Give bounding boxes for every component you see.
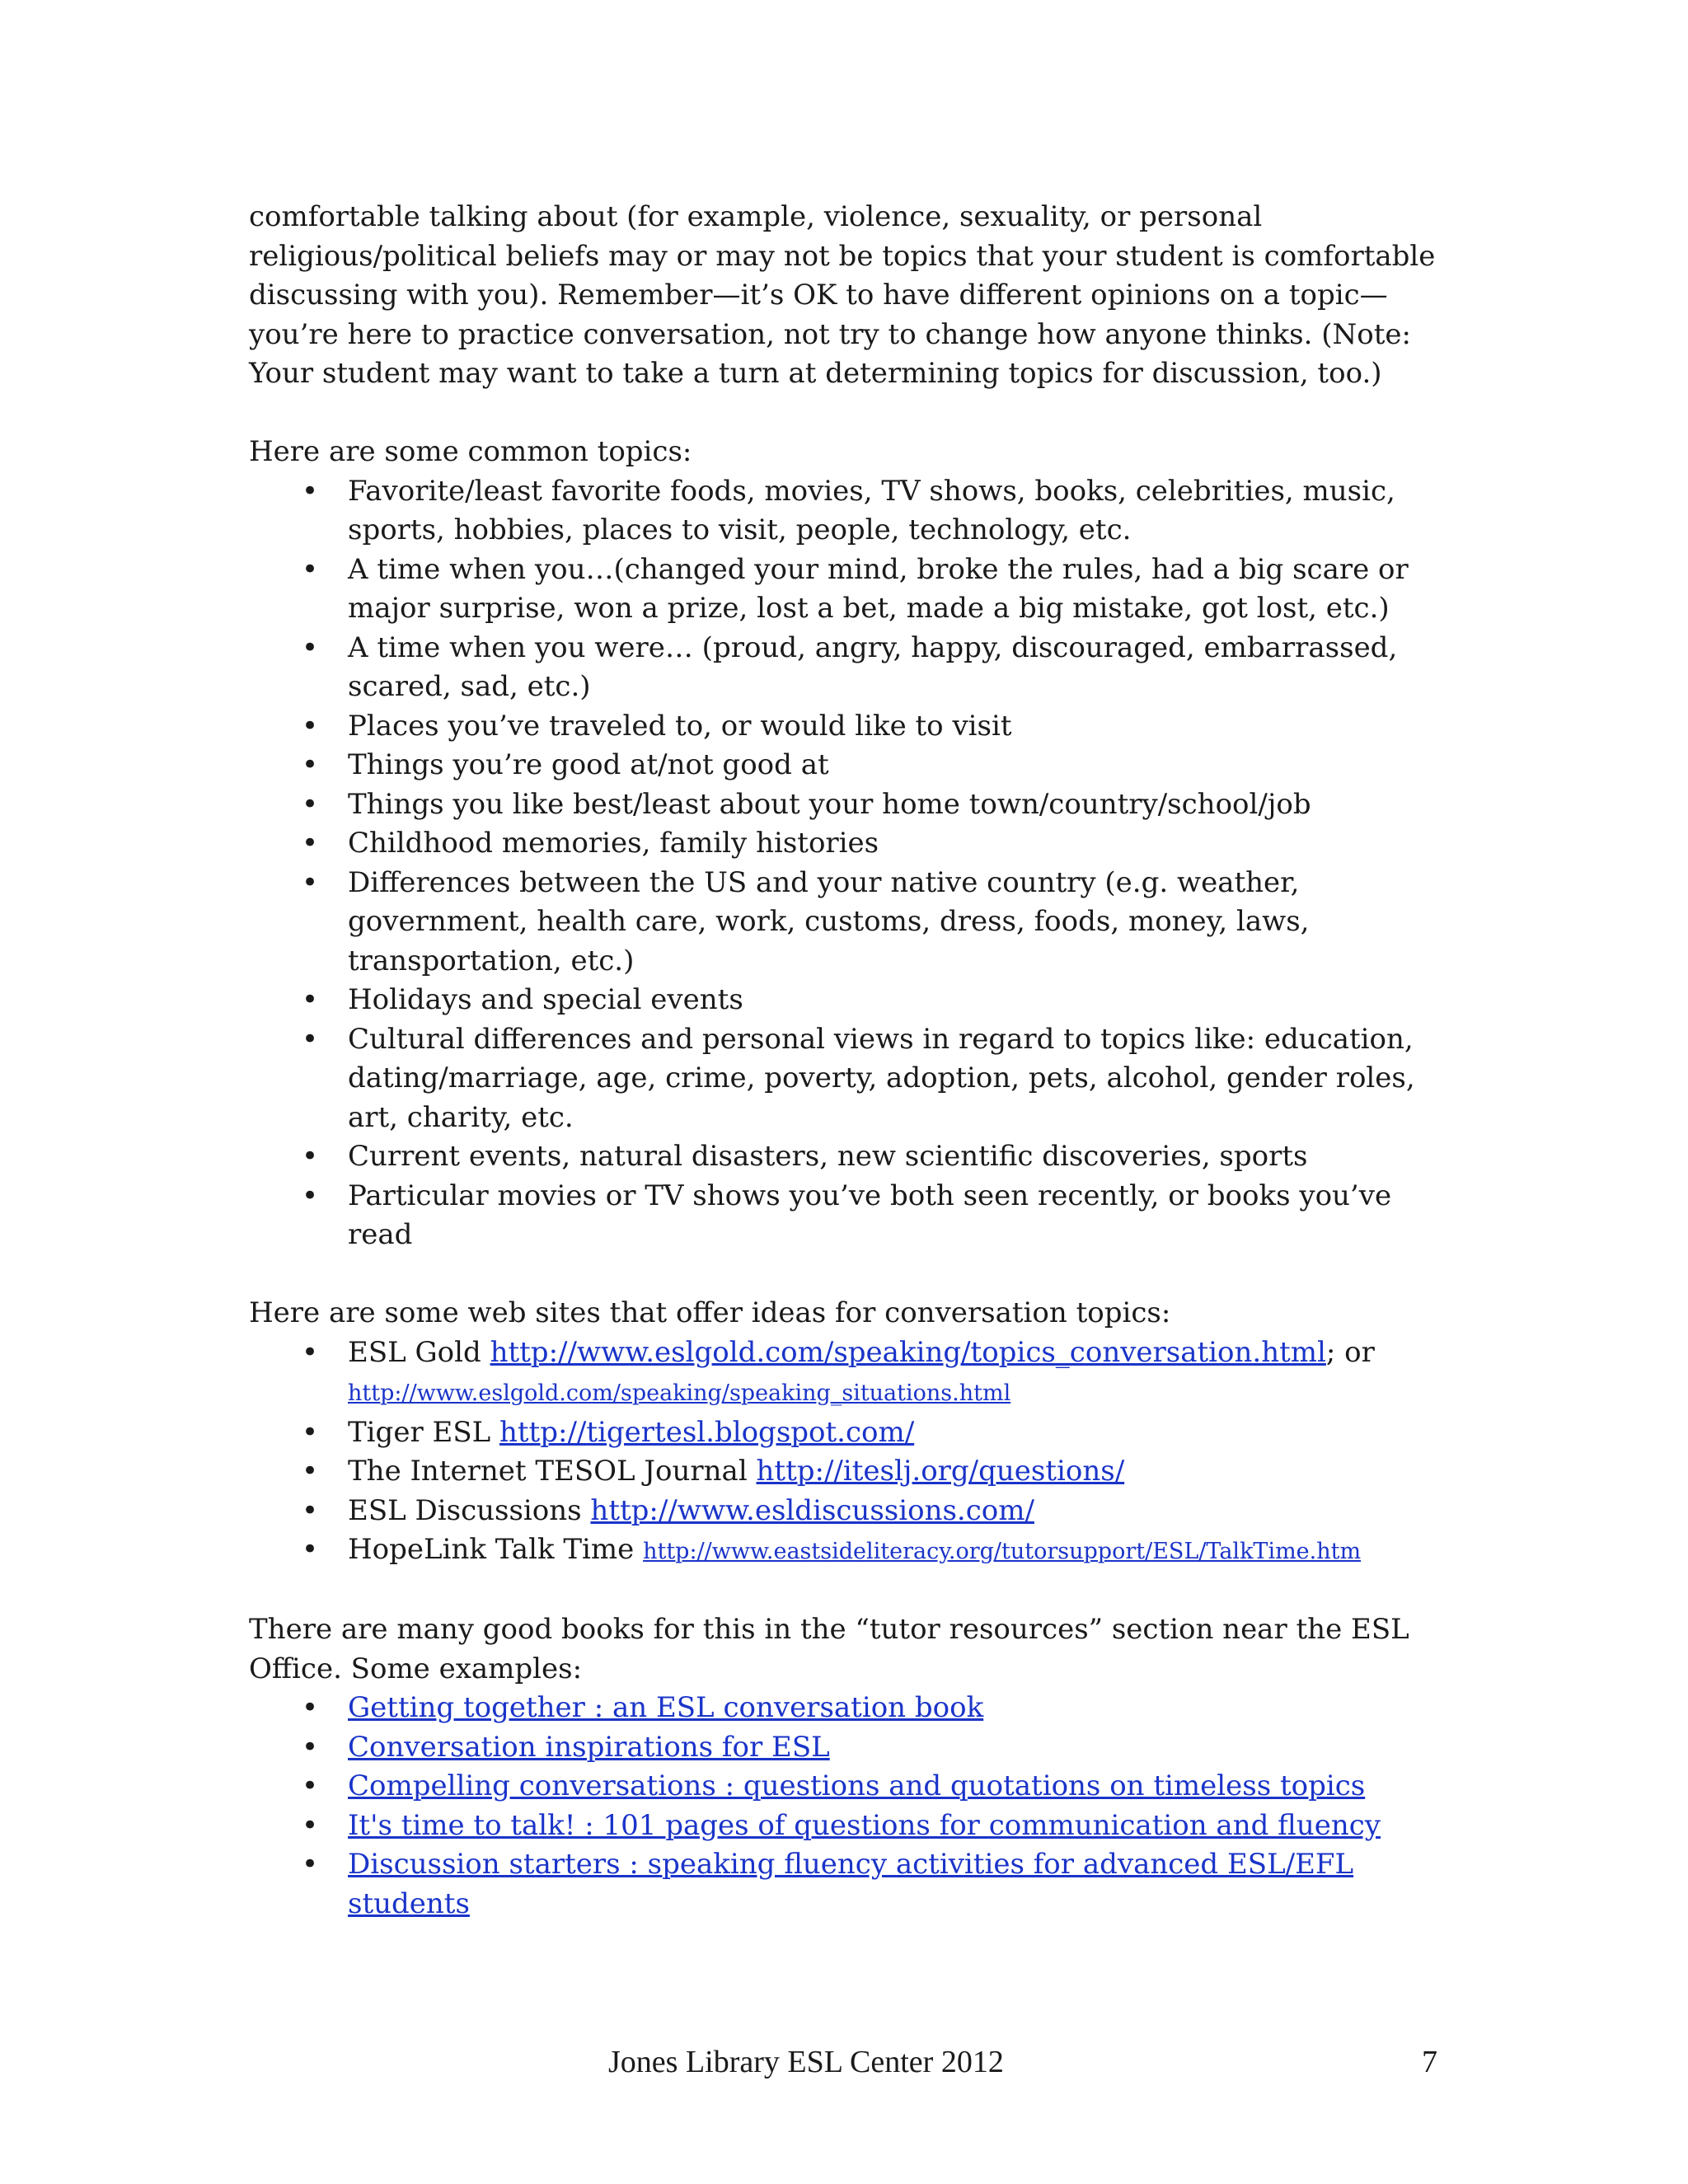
bullet-icon: •: [302, 827, 319, 860]
bullet-icon: •: [302, 1808, 319, 1842]
bullet-icon: •: [302, 983, 319, 1016]
site-label: The Internet TESOL Journal: [348, 1455, 748, 1488]
bullet-icon: •: [302, 1140, 319, 1173]
list-item: [249, 1452, 1452, 1492]
books-paragraph: [249, 1610, 1452, 1689]
list-item: [249, 1177, 1452, 1255]
books-line: There are many good books for this in the “tutor resources” section near the ESL: [249, 1613, 1409, 1646]
topic-text: Favorite/least favorite foods, movies, TV shows, books, celebrities, music, sports, hobbies, places to visit, people, technology, etc.: [348, 474, 1395, 546]
bullet-icon: •: [302, 1335, 319, 1369]
topic-text: Cultural differences and personal views in regard to topics like: education, dating/marriage, age, crime, poverty, adoption, pets, alcohol, gender roles, art, charity, etc.: [348, 1022, 1415, 1134]
list-item: [249, 1728, 1452, 1768]
websites-heading: Here are some web sites that offer ideas for conversation topics:: [249, 1296, 1171, 1329]
list-item: [249, 1845, 1452, 1924]
list-item: [249, 981, 1452, 1020]
bullet-icon: •: [302, 1455, 319, 1488]
list-item: [249, 472, 1452, 551]
site-label: ESL Gold: [348, 1335, 481, 1369]
intro-line: Your student may want to take a turn at determining topics for discussion, too.): [249, 357, 1382, 390]
list-item: [249, 1807, 1452, 1846]
topic-text: Things you like best/least about your home town/country/school/job: [348, 787, 1311, 821]
hopelink-talk-time-link[interactable]: http://www.eastsideliteracy.org/tutorsupport/ESL/TalkTime.htm: [643, 1539, 1362, 1564]
intro-line: discussing with you). Remember—it’s OK to have different opinions on a topic—: [249, 279, 1388, 312]
list-item: [249, 785, 1452, 825]
esl-gold-topics-link[interactable]: http://www.eslgold.com/speaking/topics_conversation.html: [490, 1335, 1326, 1369]
book-link[interactable]: Getting together : an ESL conversation book: [348, 1691, 984, 1724]
footer-title: Jones Library ESL Center 2012: [608, 2045, 1004, 2079]
bullet-icon: •: [302, 1493, 319, 1527]
topic-text: Things you’re good at/not good at: [348, 748, 829, 781]
book-link[interactable]: It's time to talk! : 101 pages of questions for communication and fluency: [348, 1808, 1381, 1842]
topics-heading: Here are some common topics:: [249, 435, 692, 468]
book-link[interactable]: Compelling conversations : questions and quotations on timeless topics: [348, 1769, 1366, 1802]
site-label: ESL Discussions: [348, 1493, 582, 1527]
bullet-icon: •: [302, 1415, 319, 1449]
books-list: [249, 1689, 1452, 1924]
tesol-journal-link[interactable]: http://iteslj.org/questions/: [756, 1455, 1125, 1488]
intro-line: you’re here to practice conversation, not try to change how anyone thinks. (Note:: [249, 317, 1411, 351]
esl-discussions-link[interactable]: http://www.esldiscussions.com/: [590, 1493, 1034, 1527]
list-item: [249, 1137, 1452, 1177]
topic-text: Current events, natural disasters, new scientific discoveries, sports: [348, 1140, 1308, 1173]
list-item: [249, 746, 1452, 785]
bullet-icon: •: [302, 552, 319, 586]
list-item: [249, 1689, 1452, 1728]
topic-text: A time when you were… (proud, angry, happy, discouraged, embarrassed, scared, sad, etc.): [348, 630, 1398, 703]
websites-list: [249, 1333, 1452, 1572]
book-link[interactable]: Conversation inspirations for ESL: [348, 1730, 830, 1764]
list-item: [249, 1333, 1452, 1413]
topics-list: [249, 472, 1452, 1255]
topic-text: A time when you…(changed your mind, broke the rules, had a big scare or major surprise, won a prize, lost a bet, made a big mistake, got lost, etc.): [348, 552, 1409, 625]
list-item: [249, 707, 1452, 747]
topic-text: Differences between the US and your native country (e.g. weather, government, health care, work, customs, dress, foods, money, laws, transportation, etc.): [348, 865, 1310, 977]
tiger-esl-link[interactable]: http://tigertesl.blogspot.com/: [499, 1415, 915, 1449]
bullet-icon: •: [302, 709, 319, 743]
book-link[interactable]: Discussion starters : speaking fluency activities for advanced ESL/EFL students: [348, 1848, 1354, 1920]
page-content: [249, 198, 1452, 1924]
bullet-icon: •: [302, 1533, 319, 1566]
topic-text: Childhood memories, family histories: [348, 827, 879, 860]
books-line: Office. Some examples:: [249, 1652, 583, 1685]
separator-text: ; or: [1325, 1335, 1375, 1369]
list-item: [249, 1492, 1452, 1531]
page-number: 7: [1422, 2045, 1437, 2079]
intro-line: comfortable talking about (for example, violence, sexuality, or personal: [249, 200, 1263, 233]
intro-paragraph: [249, 198, 1452, 394]
bullet-icon: •: [302, 787, 319, 821]
topic-text: Places you’ve traveled to, or would like to visit: [348, 709, 1012, 743]
bullet-icon: •: [302, 748, 319, 781]
list-item: [249, 1020, 1452, 1138]
bullet-icon: •: [302, 1730, 319, 1764]
bullet-icon: •: [302, 1691, 319, 1724]
topic-text: Holidays and special events: [348, 983, 743, 1016]
spacer: [249, 1255, 1452, 1295]
list-item: [249, 1413, 1452, 1453]
bullet-icon: •: [302, 1022, 319, 1056]
list-item: [249, 629, 1452, 707]
esl-gold-situations-link[interactable]: http://www.eslgold.com/speaking/speaking_situations.html: [348, 1380, 1011, 1406]
site-label: Tiger ESL: [348, 1415, 491, 1449]
topic-text: Particular movies or TV shows you’ve both seen recently, or books you’ve read: [348, 1179, 1392, 1251]
bullet-icon: •: [302, 1769, 319, 1802]
spacer: [249, 394, 1452, 434]
bullet-icon: •: [302, 1179, 319, 1212]
list-item: [249, 1767, 1452, 1807]
list-item: [249, 1530, 1452, 1572]
list-item: [249, 551, 1452, 629]
spacer: [249, 1572, 1452, 1611]
bullet-icon: •: [302, 865, 319, 899]
bullet-icon: •: [302, 474, 319, 508]
bullet-icon: •: [302, 1848, 319, 1881]
site-label: HopeLink Talk Time: [348, 1533, 635, 1566]
list-item: [249, 864, 1452, 982]
intro-line: religious/political beliefs may or may not be topics that your student is comfortable: [249, 239, 1436, 273]
bullet-icon: •: [302, 630, 319, 664]
list-item: [249, 824, 1452, 864]
